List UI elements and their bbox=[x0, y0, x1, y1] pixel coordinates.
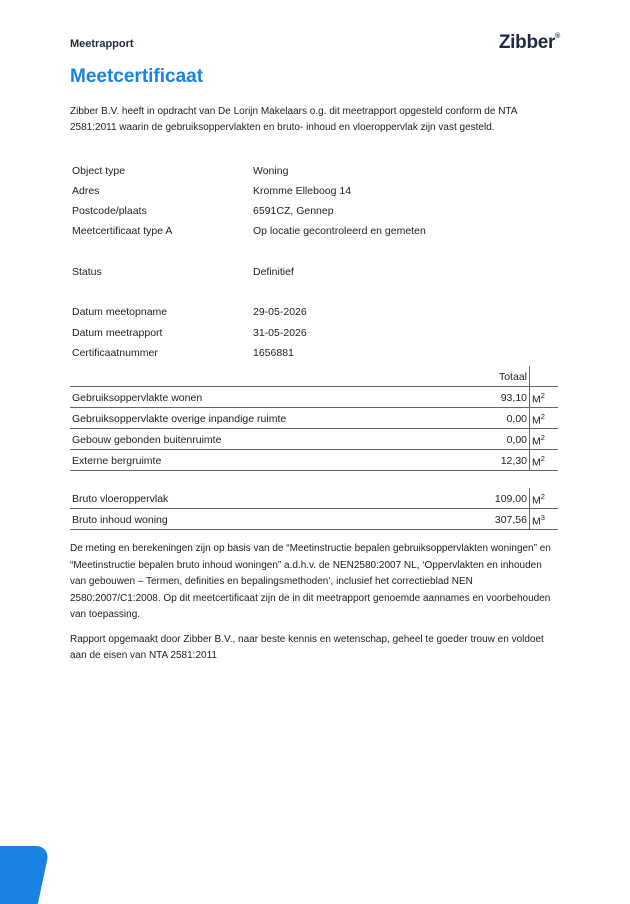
measurement-value: 0,00 bbox=[506, 413, 527, 425]
bruto-row bbox=[70, 488, 558, 509]
measurement-unit: $M^2$ bbox=[532, 391, 545, 406]
header-label: Meetrapport bbox=[70, 38, 134, 50]
bruto-value: 307,56 bbox=[494, 514, 527, 526]
measurement-label: Externe bergruimte bbox=[72, 455, 162, 467]
measurement-row bbox=[70, 387, 558, 408]
info-value: Woning bbox=[253, 165, 289, 177]
info-label: Meetcertificaat type A bbox=[72, 225, 173, 237]
page-title: Meetcertificaat bbox=[70, 66, 204, 87]
bruto-unit: $M^2$ bbox=[532, 492, 545, 507]
info-label: Datum meetopname bbox=[72, 306, 168, 318]
measurement-row bbox=[70, 408, 558, 429]
zibber-logo bbox=[499, 32, 560, 54]
info-value: Definitief bbox=[253, 266, 294, 278]
info-value: Kromme Elleboog 14 bbox=[253, 185, 352, 197]
total-header: Totaal bbox=[498, 371, 527, 383]
measurement-label: Gebruiksoppervlakte overige inpandige ruimte bbox=[72, 413, 287, 425]
info-label: Postcode/plaats bbox=[72, 205, 147, 217]
measurement-unit: $M^2$ bbox=[532, 433, 545, 448]
footer-text bbox=[70, 541, 560, 673]
info-value: 29-05-2026 bbox=[253, 306, 307, 318]
bruto-row bbox=[70, 509, 558, 530]
info-label: Status bbox=[72, 266, 102, 278]
measurement-value: 0,00 bbox=[506, 434, 527, 446]
measurement-row bbox=[70, 450, 558, 471]
bruto-table bbox=[70, 488, 558, 530]
info-label: Adres bbox=[72, 185, 100, 197]
measurement-row bbox=[70, 429, 558, 450]
logo-text: Zibber bbox=[498, 32, 556, 53]
corner-accent-shape bbox=[0, 846, 50, 904]
measurement-label: Gebruiksoppervlakte wonen bbox=[72, 392, 203, 404]
bruto-unit: $M^3$ bbox=[532, 513, 545, 528]
info-label: Datum meetrapport bbox=[72, 327, 163, 339]
intro-paragraph: Zibber B.V. heeft in opdracht van De Lorijn Makelaars o.g. dit meetrapport opgesteld conform de NTA 2581:2011 waarin de gebruiksoppervlakten en bruto- inhoud en vloeroppervlak zijn vast gesteld. bbox=[70, 106, 517, 133]
measurement-table bbox=[70, 366, 558, 471]
measurement-unit: $M^2$ bbox=[532, 412, 545, 427]
logo-registered-mark: ® bbox=[555, 33, 560, 40]
info-value: 31-05-2026 bbox=[253, 327, 307, 339]
footer-paragraph-statement: Rapport opgemaakt door Zibber B.V., naar beste kennis en wetenschap, geheel te goeder trouw en voldoet aan de eisen van NTA 2581:2011 bbox=[70, 633, 544, 661]
total-header-row bbox=[70, 366, 558, 387]
measurement-unit: $M^2$ bbox=[532, 454, 545, 469]
measurement-value: 93,10 bbox=[500, 392, 527, 404]
info-value: 6591CZ, Gennep bbox=[253, 205, 334, 217]
bruto-value: 109,00 bbox=[494, 493, 527, 505]
measurement-label: Gebouw gebonden buitenruimte bbox=[72, 434, 222, 446]
footer-paragraph-method: De meting en berekeningen zijn op basis van de “Meetinstructie bepalen gebruiksoppervlakten woningen” en “Meetinstructie bepalen bruto inhoud woningen” a.d.h.v. de NEN2580:2007 NL, ‘Oppervlakten en inhouden van gebouwen – Termen, definities en bepalingsmethoden’, inclusief het correctieblad NEN 2580:2007/C1:2008. Op dit meetcertificaat zijn de in dit meetrapport genoemde aannames en voorbehouden van toepassing. bbox=[70, 543, 551, 620]
bruto-label: Bruto inhoud woning bbox=[72, 514, 168, 526]
measurement-value: 12,30 bbox=[500, 455, 527, 467]
info-value: 1656881 bbox=[253, 347, 294, 359]
info-label: Object type bbox=[72, 165, 126, 177]
bruto-label: Bruto vloeroppervlak bbox=[72, 493, 169, 505]
info-label: Certificaatnummer bbox=[72, 347, 158, 359]
info-value: Op locatie gecontroleerd en gemeten bbox=[253, 225, 426, 237]
